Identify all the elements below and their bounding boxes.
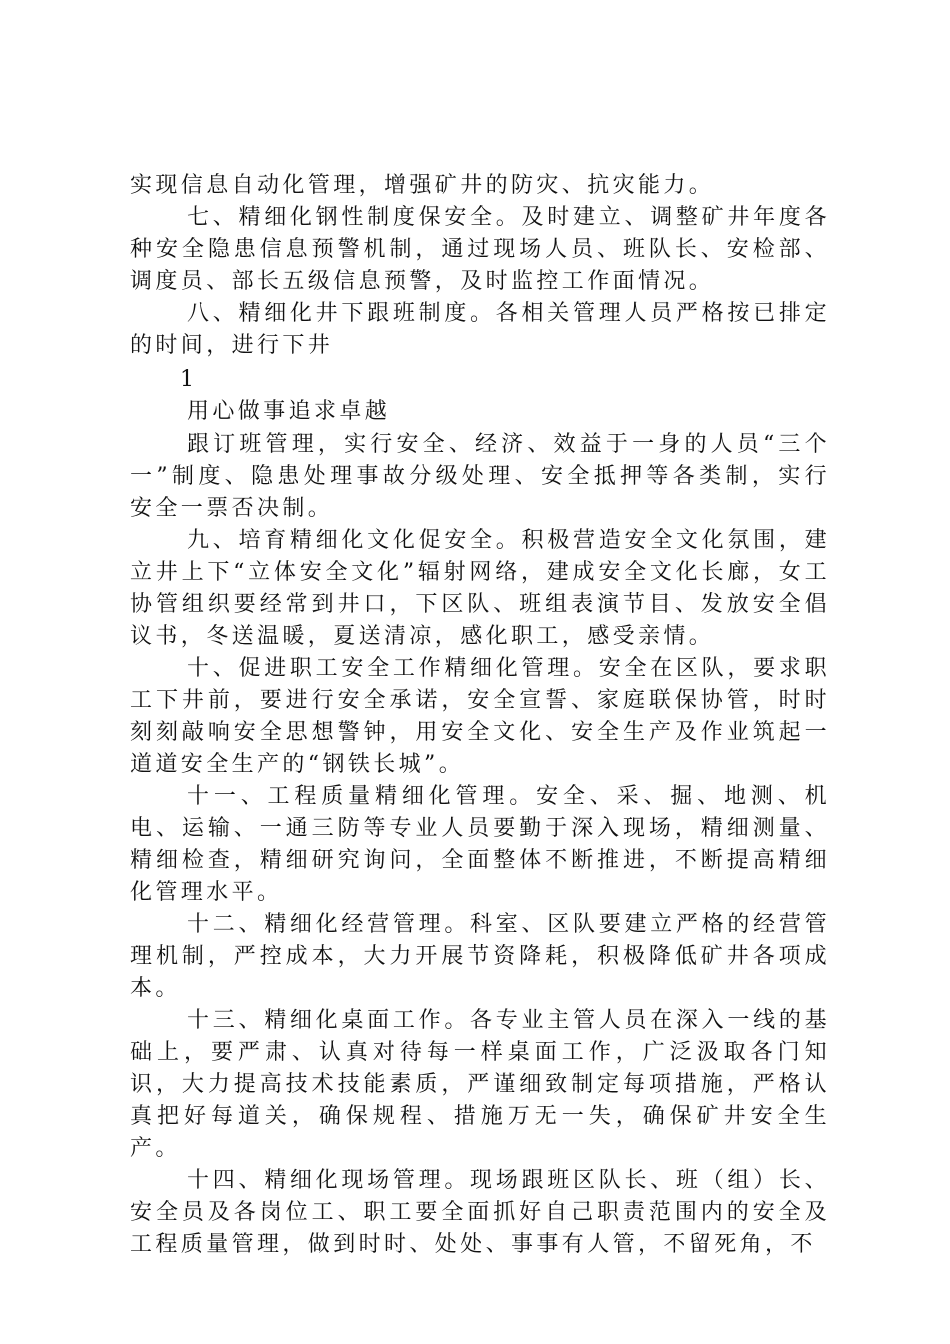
paragraph: 实现信息自动化管理，增强矿井的防灾、抗灾能力。 xyxy=(130,173,715,198)
paragraph: 十、促进职工安全工作精细化管理。安全在区队，要求职工下井前，要进行安全承诺，安全宣誓、家庭联保协管，时时刻刻敲响安全思想警钟，用安全文化、安全生产及作业筑起一道道安全生产的“钢铁长城”。 xyxy=(130,656,830,777)
page-number: 1 xyxy=(180,367,194,392)
paragraph: 十四、精细化现场管理。现场跟班区队长、班（组）长、安全员及各岗位工、职工要全面抓好自己职责范围内的安全及工程质量管理，做到时时、处处、事事有人管，不留死角，不 xyxy=(130,1168,830,1257)
body-text-before-break xyxy=(130,170,830,362)
document-page xyxy=(130,170,830,1261)
paragraph: 十二、精细化经营管理。科室、区队要建立严格的经营管理机制，严控成本，大力开展节资降耗，积极降低矿井各项成本。 xyxy=(130,912,830,1001)
paragraph: 九、培育精细化文化促安全。积极营造安全文化氛围，建立井上下“立体安全文化”辐射网络，建成安全文化长廊，女工协管组织要经常到井口，下区队、班组表演节目、发放安全倡议书，冬送温暖，夏送清凉，感化职工，感受亲情。 xyxy=(130,528,830,649)
running-header: 用心做事追求卓越 xyxy=(187,399,391,424)
paragraph: 十一、工程质量精细化管理。安全、采、掘、地测、机电、运输、一通三防等专业人员要勤于深入现场，精细测量、精细检查，精细研究询问，全面整体不断推进，不断提高精细化管理水平。 xyxy=(130,784,830,905)
paragraph: 十三、精细化桌面工作。各专业主管人员在深入一线的基础上，要严肃、认真对待每一样桌面工作，广泛汲取各门知识，大力提高技术技能素质，严谨细致制定每项措施，严格认真把好每道关，确保规程、措施万无一失，确保矿井安全生产。 xyxy=(130,1008,830,1161)
paragraph: 七、精细化钢性制度保安全。及时建立、调整矿井年度各种安全隐患信息预警机制，通过现场人员、班队长、安检部、调度员、部长五级信息预警，及时监控工作面情况。 xyxy=(130,205,830,294)
body-text-after-break xyxy=(130,429,830,1261)
paragraph: 八、精细化井下跟班制度。各相关管理人员严格按已排定的时间，进行下井 xyxy=(130,301,830,358)
paragraph: 跟订班管理，实行安全、经济、效益于一身的人员“三个一”制度、隐患处理事故分级处理、安全抵押等各类制，实行安全一票否决制。 xyxy=(130,432,830,521)
